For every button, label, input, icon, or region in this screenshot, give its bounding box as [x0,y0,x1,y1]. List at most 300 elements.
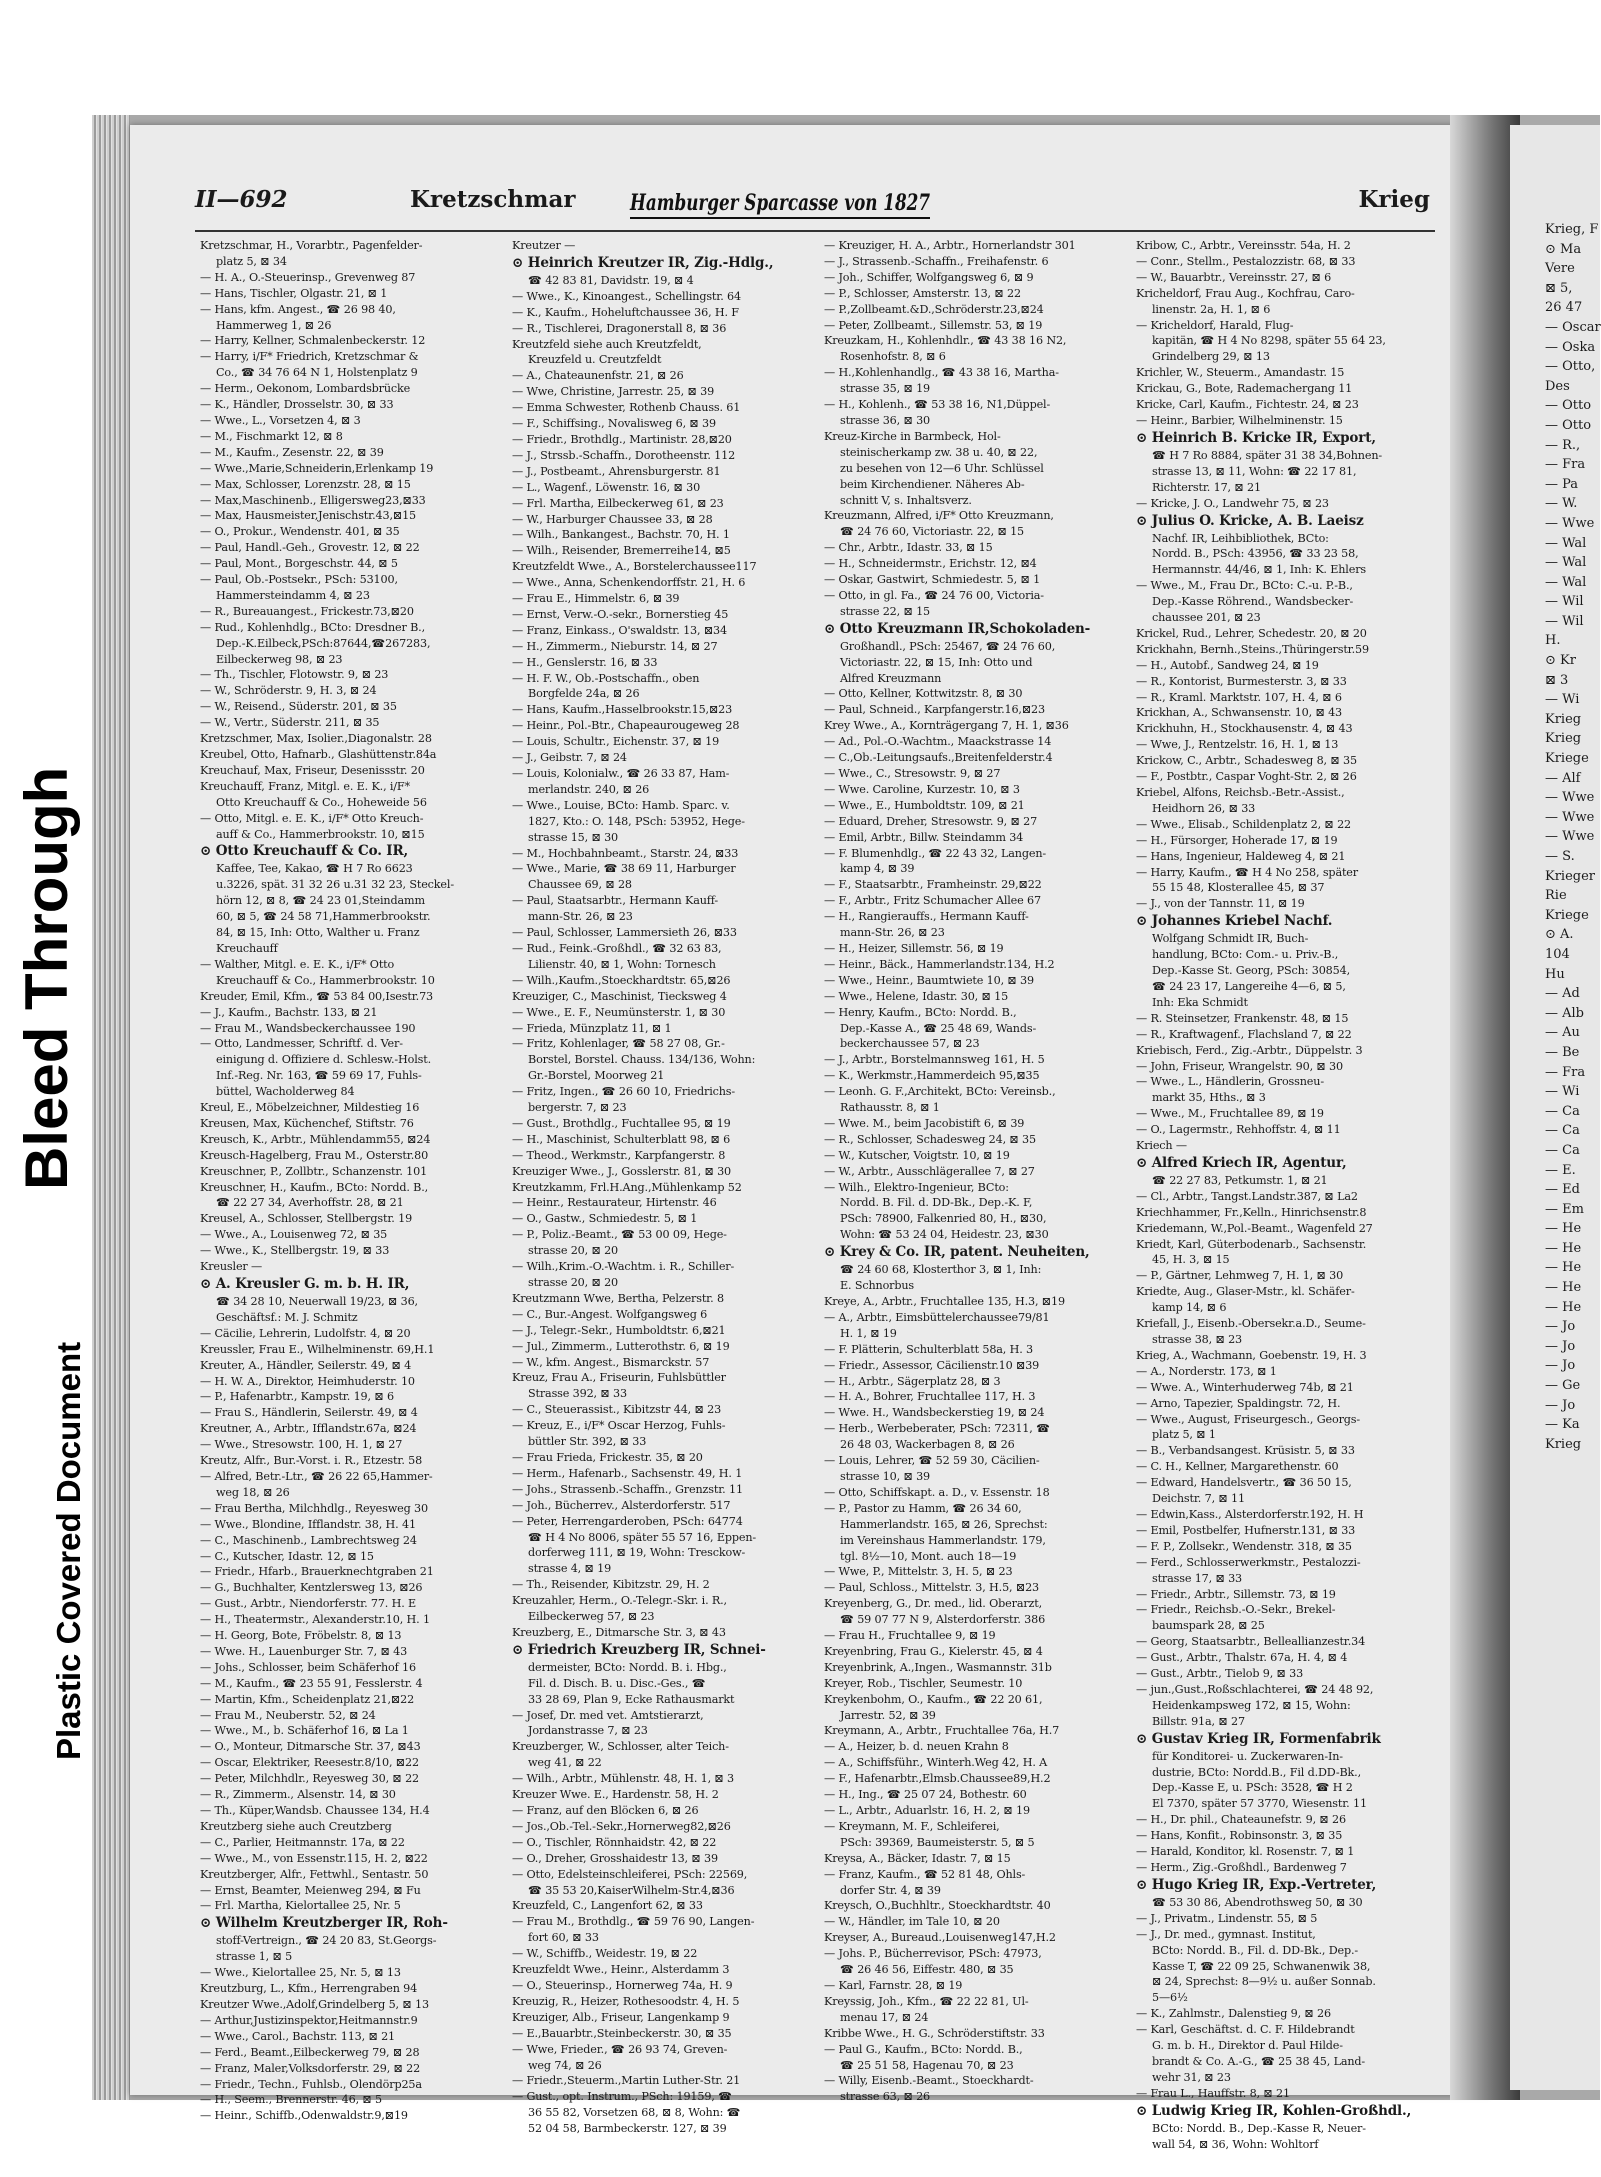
page-stack-edge [92,115,130,2100]
directory-entry-line: — M., Fischmarkt 12, ⊠ 8 [200,429,343,443]
directory-entry-line: Kreusch, K., Arbtr., Mühlendamm55, ⊠24 [200,1132,431,1146]
directory-entry-line: Krieg, A., Wachmann, Goebenstr. 19, H. 3 [1136,1348,1367,1362]
directory-entry-line: — P., Poliz.-Beamt., ☎ 53 00 09, Hege- [512,1228,727,1242]
directory-entry-line: — L., Arbtr., Aduarlstr. 16, H. 2, ⊠ 19 [824,1804,1030,1817]
directory-entry-line: — J., Postbeamt., Ahrensburgerstr. 81 [512,464,721,478]
directory-entry-line: platz 5, ⊠ 1 [1152,1428,1216,1442]
directory-entry-line: Kreysch, O.,Buchhltr., Stoeckhardtstr. 40 [824,1899,1051,1913]
directory-entry-line: — Friedr., Arbtr., Sillemstr. 73, ⊠ 19 [1136,1587,1336,1601]
plastic-covered-label: Plastic Covered Document [50,1341,87,1760]
directory-entry-line: Kreuzfeld u. Creutzfeldt [528,353,662,367]
directory-entry-line: Kreuzahler, Herm., O.-Telegr.-Skr. i. R., [512,1594,727,1608]
next-page-line: — S. [1545,849,1575,864]
directory-entry-line: — H. A., Bohrer, Fruchtallee 117, H. 3 [824,1390,1036,1404]
directory-entry-line: — Max,Maschinenb., Elligersweg23,⊠33 [200,493,426,507]
directory-entry-line: strasse 17, ⊠ 33 [1152,1571,1243,1585]
directory-entry-line: — Gust., Brothdlg., Fuchtallee 95, ⊠ 19 [512,1116,731,1130]
directory-entry-line: brandt & Co. A.-G., ☎ 25 38 45, Land- [1152,2054,1366,2068]
directory-entry-line: — H., Fürsorger, Hoherade 17, ⊠ 19 [1136,833,1338,847]
directory-entry-line: 36 55 82, Vorsetzen 68, ⊠ 8, Wohn: ☎ [528,2106,741,2120]
directory-entry-line: — Herm., Zig.-Großhdl., Bardenweg 7 [1136,1861,1347,1874]
directory-entry-line: wall 54, ⊠ 36, Wohn: Wohltorf [1152,2137,1319,2151]
directory-entry-line: — Fritz, Ingen., ☎ 26 60 10, Friedrichs- [512,1085,736,1099]
directory-entry-line: — R. Steinsetzer, Frankenstr. 48, ⊠ 15 [1136,1011,1349,1025]
next-page-line: — W. [1545,496,1578,512]
directory-entry-line: — Heinr., Restaurateur, Hirtenstr. 46 [512,1196,717,1210]
next-page-line: — He [1545,1280,1582,1296]
directory-entry-line: strasse 4, ⊠ 19 [528,1562,612,1576]
directory-entry-line: Kreutzburg, L., Kfm., Herrengraben 94 [200,1982,418,1996]
directory-entry-line: — Paul G., Kaufm., BCto: Nordd. B., [824,2042,1023,2056]
directory-entry-line: — Emil, Postbelfer, Hufnerstr.131, ⊠ 33 [1136,1523,1356,1537]
directory-entry-line: Kreymann, A., Arbtr., Fruchtallee 76a, H.7 [824,1724,1060,1738]
directory-entry-line: — Harald, Konditor, kl. Rosenstr. 7, ⊠ 1 [1136,1845,1355,1859]
directory-entry-line: ⊙ Krey & Co. IR, patent. Neuheiten, [824,1244,1090,1261]
next-page-line: — Wil [1545,613,1584,629]
directory-entry-line: dorfer Str. 4, ⊠ 39 [840,1883,941,1897]
directory-entry-line: ☎ 25 51 58, Hagenau 70, ⊠ 23 [840,2058,1014,2072]
directory-entry-line: Kreutzberger, Alfr., Fettwhl., Sentastr. 50 [200,1867,429,1881]
directory-entry-line: — Wwe., L., Händlerin, Grossneu- [1136,1075,1324,1089]
directory-entry-line: Kreyser, A., Bureaud.,Louisenweg147,H.2 [824,1931,1056,1945]
directory-entry-line: — Franz, auf den Blöcken 6, ⊠ 26 [512,1804,699,1817]
directory-entry-line: Strasse 392, ⊠ 33 [528,1387,627,1401]
directory-entry-line: Krichler, W., Steuerm., Amandastr. 15 [1136,366,1345,380]
directory-entry-line: Kreuz, Frau A., Friseurin, Fuhlsbüttler [512,1371,726,1385]
directory-entry-line: — Wwe., K., Kinoangest., Schellingstr. 64 [512,289,741,303]
directory-entry-line: — R., Kraftwagenf., Flachsland 7, ⊠ 22 [1136,1027,1352,1041]
directory-entry-line: — Kreuziger, H. A., Arbtr., Hornerlandstr 301 [824,239,1076,252]
directory-entry-line: ☎ 24 23 17, Langereihe 4—6, ⊠ 5, [1152,979,1346,993]
next-page-line: — Ca [1545,1123,1580,1139]
directory-entry-line: Kreutzmann Wwe, Bertha, Pelzerstr. 8 [512,1291,724,1305]
next-page-line: — E. [1545,1162,1576,1178]
next-page-line: — Wwe [1545,809,1595,825]
directory-entry-line: — F. Blumenhdlg., ☎ 22 43 32, Langen- [824,846,1047,860]
directory-entry-line: — O., Steuerinsp., Hornerweg 74a, H. 9 [512,1978,733,1992]
directory-entry-line: — Wilh.,Kaufm.,Stoeckhardtstr. 65,⊠26 [512,973,731,987]
directory-entry-line: — Johs. P., Bücherrevisor, PSch: 47973, [824,1947,1042,1961]
directory-entry-line: Kreussler, Frau E., Wilhelminenstr. 69,H.1 [200,1342,435,1356]
directory-entry-line: — F., Arbtr., Fritz Schumacher Allee 67 [824,894,1041,908]
next-page-line: — Ka [1545,1417,1580,1433]
next-page-line: ⊙ Kr [1545,653,1576,669]
directory-entry-line: — O., Dreher, Grosshaidestr 13, ⊠ 39 [512,1851,718,1865]
next-page-line: Krieg [1545,731,1582,747]
next-page-line: — Jo [1545,1358,1576,1374]
directory-entry-line: handlung, BCto: Com.- u. Priv.-B., [1152,948,1339,962]
directory-entry-line: auff & Co., Hammerbrookstr. 10, ⊠15 [216,827,425,841]
directory-entry-line: — Oskar, Gastwirt, Schmiedestr. 5, ⊠ 1 [824,573,1041,587]
directory-entry-line: — Max, Hausmeister,Jenischstr.43,⊠15 [200,509,417,523]
directory-entry-line: — Frieda, Münzplatz 11, ⊠ 1 [512,1021,672,1035]
directory-entry-line: — O., Prokur., Wendenstr. 401, ⊠ 35 [200,525,400,539]
directory-entry-line: Inh: Eka Schmidt [1152,995,1248,1009]
next-page-line: — Wi [1545,692,1580,708]
directory-entry-line: — Franz, Maler,Volksdorferstr. 29, ⊠ 22 [200,2061,421,2075]
directory-entry-line: markt 35, Hths., ⊠ 3 [1152,1091,1266,1105]
directory-entry-line: — J., Telegr.-Sekr., Humboldtstr. 6,⊠21 [512,1323,726,1337]
directory-entry-line: Richterstr. 17, ⊠ 21 [1152,480,1261,494]
directory-entry-line: — Frl. Martha, Kielortallee 25, Nr. 5 [200,1899,401,1913]
directory-entry-line: — Franz, Einkass., O'swaldstr. 13, ⊠34 [512,623,727,637]
directory-entry-line: — Peter, Zollbeamt., Sillemstr. 53, ⊠ 19 [824,318,1043,332]
directory-entry-line: — Theod., Werkmstr., Karpfangerstr. 8 [512,1148,726,1162]
directory-entry-line: weg 41, ⊠ 22 [528,1756,602,1770]
directory-entry-line: — Fritz, Kohlenlager, ☎ 58 27 08, Gr.- [512,1037,725,1051]
next-page-line: — Jo [1545,1338,1576,1354]
directory-entry-line: Kreyer, Rob., Tischler, Seumestr. 10 [824,1676,1023,1690]
directory-entry-line: — Wwe., Stresowstr. 100, H. 1, ⊠ 27 [200,1438,403,1452]
directory-entry-line: Kreuchauff, Franz, Mitgl. e. E. K., i/F* [200,779,410,793]
directory-entry-line: — Kricke, J. O., Landwehr 75, ⊠ 23 [1136,496,1329,510]
directory-entry-line: Inf.-Reg. Nr. 163, ☎ 59 69 17, Fuhls- [216,1069,422,1083]
directory-entry-line: — Wwe., M., Frau Dr., BCto: C.-u. P.-B., [1136,579,1353,593]
directory-entry-line: Krickhahn, Bernh.,Steins.,Thüringerstr.59 [1136,642,1369,656]
directory-entry-line: — R., Schlosser, Schadesweg 24, ⊠ 35 [824,1132,1036,1146]
directory-entry-line: — C.,Ob.-Leitungsaufs.,Breitenfelderstr.4 [824,751,1053,765]
directory-entry-line: Kreuz-Kirche in Barmbeck, Hol- [824,429,1001,443]
directory-entry-line: — M., Hochbahnbeamt., Starstr. 24, ⊠33 [512,846,739,860]
next-page-line: — Wwe [1545,829,1595,845]
directory-entry-line: — Wwe, J., Rentzelstr. 16, H. 1, ⊠ 13 [1136,738,1339,752]
directory-entry-line: — Leonh. G. F.,Architekt, BCto: Vereinsb., [824,1085,1056,1099]
directory-entry-line: — Wwe., M., von Essenstr.115, H. 2, ⊠22 [200,1851,428,1865]
header-rule [195,230,1435,232]
directory-entry-line: — Hans, Kaufm.,Hasselbrookstr.15,⊠23 [512,703,733,717]
directory-entry-line: — Friedr., Techn., Fuhlsb., Olendörp25a [200,2077,422,2091]
scanner-side-label [0,0,95,2177]
next-page-line: — Ca [1545,1142,1580,1158]
directory-entry-line: — Frau M., Neuberstr. 52, ⊠ 24 [200,1708,376,1722]
directory-entry-line: — Frau M., Brothdlg., ☎ 59 76 90, Langen- [512,1915,755,1929]
directory-entry-line: — A., Arbtr., Eimsbüttelerchaussee79/81 [824,1310,1050,1324]
directory-entry-line: — Paul, Handl.-Geh., Grovestr. 12, ⊠ 22 [200,541,420,555]
directory-entry-line: — Joh., Schiffer, Wolfgangsweg 6, ⊠ 9 [824,270,1034,284]
directory-entry-line: — Emma Schwester, Rothenb Chauss. 61 [512,401,741,415]
next-page-line: — Wil [1545,594,1584,610]
directory-entry-line: — C., Steuerassist., Kibitzstr 44, ⊠ 23 [512,1403,722,1417]
directory-entry-line: — Frau M., Wandsbeckerchaussee 190 [200,1021,416,1035]
directory-entry-line: weg 74, ⊠ 26 [528,2058,602,2072]
directory-entry-line: Otto Kreuchauff & Co., Hoheweide 56 [216,795,427,809]
directory-entry-line: — Heinr., Schiffb.,Odenwaldstr.9,⊠19 [200,2109,408,2123]
directory-entry-line: Kreuder, Emil, Kfm., ☎ 53 84 00,Isestr.73 [200,989,434,1003]
directory-entry-line: mann-Str. 26, ⊠ 23 [840,926,945,940]
directory-entry-line: — Louis, Lehrer, ☎ 52 59 30, Cäcilien- [824,1454,1040,1468]
directory-entry-line: ⊙ Heinrich Kreutzer IR, Zig.-Hdlg., [512,254,774,271]
directory-entry-line: Dep.-Kasse A., ☎ 25 48 69, Wands- [840,1021,1037,1035]
next-page-line: Krieg [1545,1436,1582,1452]
directory-entry-line: Kriedte, Aug., Glaser-Mstr., kl. Schäfer- [1136,1285,1355,1299]
directory-entry-line: Lilienstr. 40, ⊠ 1, Wohn: Tornesch [528,957,716,971]
directory-entry-line: Dep.-K.Eilbeck,PSch:87644,☎267283, [216,636,431,650]
directory-entry-line: — W., Bauarbtr., Vereinsstr. 27, ⊠ 6 [1136,270,1332,284]
directory-entry-line: beckerchaussee 57, ⊠ 23 [840,1037,980,1051]
sparcasse-logo [625,178,935,224]
directory-entry-line: Kreubel, Otto, Hafnarb., Glashüttenstr.84a [200,748,437,761]
directory-entry-line: Dep.-Kasse E, u. PSch: 3528, ☎ H 2 [1152,1781,1353,1795]
directory-entry-line: — C., Bur.-Angest. Wolfgangsweg 6 [512,1307,708,1321]
directory-entry-line: — Cäcilie, Lehrerin, Ludolfstr. 4, ⊠ 20 [200,1326,411,1340]
directory-entry-line: Dep.-Kasse Röhrend., Wandsbecker- [1152,595,1354,609]
directory-entry-line: linenstr. 2a, H. 1, ⊠ 6 [1152,302,1271,316]
directory-entry-line: — J., Arbtr., Borstelmannsweg 161, H. 5 [824,1053,1045,1067]
directory-entry-line: — Paul, Staatsarbtr., Hermann Kauff- [512,894,718,908]
directory-entry-line: — L., Wagenf., Löwenstr. 16, ⊠ 30 [512,480,701,494]
directory-entry-line: — J., von der Tannstr. 11, ⊠ 19 [1136,897,1305,911]
directory-entry-line: Kriebel, Alfons, Reichsb.-Betr.-Assist., [1136,786,1345,799]
page-header [195,178,1435,228]
directory-entry-line: — H., Ing., ☎ 25 07 24, Bothestr. 60 [824,1788,1027,1802]
directory-entry-line: ☎ H 4 No 8006, später 55 57 16, Eppen- [528,1530,757,1544]
directory-entry-line: — John, Friseur, Wrangelstr. 90, ⊠ 30 [1136,1059,1343,1073]
directory-entry-line: — Heinr., Pol.-Btr., Chapeaurougeweg 28 [512,719,740,733]
next-page-line: — Jo [1545,1397,1576,1413]
directory-entry-line: Nordd. B., PSch: 43956, ☎ 33 23 58, [1152,547,1359,561]
directory-entry-line: — Gust., opt. Instrum., PSch: 19159, ☎ [512,2090,732,2104]
next-page-line: — Ed [1545,1182,1580,1198]
directory-entry-line: menau 17, ⊠ 24 [840,2010,929,2024]
directory-entry-line: PSch: 78900, Falkenried 80, H., ⊠30, [840,1212,1047,1226]
directory-entry-line: Kreuchauf, Max, Friseur, Desenissstr. 20 [200,763,425,777]
directory-entry-line: — Chr., Arbtr., Idastr. 33, ⊠ 15 [824,541,993,555]
directory-entry-line: Kreuzfeldt Wwe., Heinr., Alsterdamm 3 [512,1963,730,1977]
directory-entry-line: E. Schnorbus [840,1279,915,1293]
directory-entry-line: 33 28 69, Plan 9, Ecke Rathausmarkt [528,1692,735,1706]
directory-entry-line: — W., Arbtr., Ausschlägerallee 7, ⊠ 27 [824,1164,1035,1178]
next-page-line: — Ge [1545,1378,1581,1394]
directory-entry-line: — Frau S., Händlerin, Seilerstr. 49, ⊠ 4 [200,1406,418,1420]
directory-entry-line: — Th., Tischler, Flotowstr. 9, ⊠ 23 [200,668,389,682]
directory-entry-line: ⊙ Heinrich B. Kricke IR, Export, [1136,429,1376,446]
directory-entry-line: — R., Tischlerei, Dragonerstall 8, ⊠ 36 [512,321,727,335]
directory-entry-line: — Heinr., Barbier, Wilhelminenstr. 15 [1136,413,1343,427]
directory-entry-line: Krey Wwe., A., Kornträgergang 7, H. 1, ⊠36 [824,719,1069,733]
directory-entry-line: — Josef, Dr. med vet. Amtstierarzt, [512,1708,704,1722]
directory-entry-line: — K., Händler, Drosselstr. 30, ⊠ 33 [200,398,394,412]
directory-entry-line: — H., Kohlenh., ☎ 53 38 16, N1,Düppel- [824,398,1051,412]
directory-entry-line: — Cl., Arbtr., Tangst.Landstr.387, ⊠ La2 [1136,1189,1358,1203]
directory-entry-line: — A., Schiffsführ., Winterh.Weg 42, H. A [824,1756,1048,1770]
directory-entry-line: Kreye, A., Arbtr., Fruchtallee 135, H.3, ⊠19 [824,1295,1065,1308]
directory-entry-line: — H., Theatermstr., Alexanderstr.10, H. 1 [200,1613,430,1627]
directory-entry-line: Kreuzfeld, C., Langenfort 62, ⊠ 33 [512,1899,703,1913]
directory-entry-line: — O., Monteur, Ditmarsche Str. 37, ⊠43 [200,1740,421,1754]
directory-entry-line: strasse 10, ⊠ 39 [840,1469,931,1483]
directory-entry-line: — J., Strassenb.-Schaffn., Freihafenstr. 6 [824,254,1049,268]
directory-entry-line: — B., Verbandsangest. Krüsistr. 5, ⊠ 33 [1136,1444,1355,1458]
next-page-line: — Oscar [1545,319,1601,335]
directory-entry-line: — Friedr., Hfarb., Brauerknechtgraben 21 [200,1565,434,1579]
directory-entry-line: — F., Hafenarbtr.,Elmsb.Chaussee89,H.2 [824,1772,1051,1786]
directory-entry-line: — H. W. A., Direktor, Heimhuderstr. 10 [200,1374,415,1388]
directory-entry-line: — C. H., Kellner, Margarethenstr. 60 [1136,1460,1339,1474]
directory-entry-line: — W., Reisend., Süderstr. 201, ⊠ 35 [200,700,397,714]
next-page-line: — Ad [1545,986,1580,1002]
directory-entry-line: ☎ 26 46 56, Eiffestr. 480, ⊠ 35 [840,1963,1014,1977]
directory-entry-line: — Hans, Tischler, Olgastr. 21, ⊠ 1 [200,286,388,300]
directory-entry-line: — Frau E., Himmelstr. 6, ⊠ 39 [512,592,680,606]
directory-entry-line: Kreul, E., Möbelzeichner, Mildestieg 16 [200,1101,420,1115]
directory-entry-line: weg 18, ⊠ 26 [216,1485,290,1499]
directory-entry-line: — J., Strssb.-Schaffn., Dorotheenstr. 112 [512,448,736,462]
directory-entry-line: Kreutzberg siehe auch Creutzberg [200,1819,392,1833]
directory-entry-line: — J., Kaufm., Bachstr. 133, ⊠ 21 [200,1005,378,1019]
directory-entry-line: — Otto, in gl. Fa., ☎ 24 76 00, Victoria- [824,588,1044,602]
directory-entry-line: — Max, Schlosser, Lorenzstr. 28, ⊠ 15 [200,477,411,491]
directory-entry-line: Kreusel, A., Schlosser, Stellbergstr. 19 [200,1212,413,1226]
directory-entry-line: — Wwe., Louise, BCto: Hamb. Sparc. v. [512,798,730,812]
directory-columns [200,238,1440,2151]
directory-entry-line: ⊙ Hugo Krieg IR, Exp.-Vertreter, [1136,1876,1377,1893]
directory-entry-line: — Louis, Schultr., Eichenstr. 37, ⊠ 19 [512,735,720,749]
next-page-line: — Otto, [1545,359,1596,375]
next-page-line: Hu [1545,966,1565,982]
directory-entry-line: Kretzschmar, H., Vorarbtr., Pagenfelder- [200,239,423,252]
directory-entry-line: 84, ⊠ 15, Inh: Otto, Walther u. Franz [216,926,420,940]
directory-entry-line: Kriedemann, W.,Pol.-Beamt., Wagenfeld 27 [1136,1221,1373,1235]
directory-entry-line: — Wwe. H., Lauenburger Str. 7, ⊠ 43 [200,1644,408,1658]
directory-entry-line: — Arthur,Justizinspektor,Heitmannstr.9 [200,2013,418,2027]
directory-entry-line: — C., Maschinenb., Lambrechtsweg 24 [200,1533,417,1547]
directory-entry-line: 60, ⊠ 5, ☎ 24 58 71,Hammerbrookstr. [216,910,431,924]
directory-entry-line: — Otto, Schiffskapt. a. D., v. Essenstr. 18 [824,1485,1050,1499]
directory-entry-line: — Joh., Bücherrev., Alsterdorferstr. 517 [512,1498,731,1512]
directory-entry-line: — Wilh., Bankangest., Bachstr. 70, H. 1 [512,528,730,542]
directory-entry-line: — Harry, Kellner, Schmalenbeckerstr. 12 [200,334,426,348]
directory-entry-line: — W., Schröderstr. 9, H. 3, ⊠ 24 [200,684,377,698]
directory-entry-line: — O., Gastw., Schmiedestr. 5, ⊠ 1 [512,1212,698,1226]
directory-entry-line: Rosenhofstr. 8, ⊠ 6 [840,350,946,364]
directory-entry-line: — O., Tischler, Rönnhaidstr. 42, ⊠ 22 [512,1835,717,1849]
directory-entry-line: — Rud., Feink.-Großhdl., ☎ 32 63 83, [512,941,722,955]
directory-entry-line: — C., Kutscher, Idastr. 12, ⊠ 15 [200,1549,374,1563]
directory-entry-line: ⊙ Ludwig Krieg IR, Kohlen-Großhdl., [1136,2102,1412,2119]
directory-entry-line: ⊙ Johannes Kriebel Nachf. [1136,913,1333,930]
directory-entry-line: — H., Rangierauffs., Hermann Kauff- [824,910,1029,924]
directory-entry-line: BCto: Nordd. B., Fil. d. DD-Bk., Dep.- [1152,1943,1359,1957]
next-page-line: — He [1545,1240,1582,1256]
next-page-line: — Fra [1545,457,1586,473]
directory-entry-line: Grindelberg 29, ⊠ 13 [1152,350,1270,364]
directory-entry-line: ☎ 53 30 86, Abendrothsweg 50, ⊠ 30 [1152,1895,1363,1909]
directory-entry-line: tgl. 8½—10, Mont. auch 18—19 [840,1549,1017,1563]
directory-entry-line: strasse 36, ⊠ 30 [840,413,931,427]
directory-entry-line: Kreuzer Wwe. E., Hardenstr. 58, H. 2 [512,1788,719,1802]
column-1 [200,238,498,2123]
directory-entry-line: Alfred Kreuzmann [840,671,942,685]
directory-entry-line: Wolfgang Schmidt IR, Buch- [1152,932,1309,946]
next-page-line: — Wal [1545,574,1587,590]
directory-entry-line: — F., Staatsarbtr., Framheinstr. 29,⊠22 [824,878,1042,892]
directory-entry-line: G. m. b. H., Direktor d. Paul Hilde- [1152,2039,1343,2053]
directory-entry-line: — Otto, Edelsteinschleiferei, PSch: 22569, [512,1867,748,1881]
next-page-line: Kriege [1545,907,1589,923]
next-page-line: Rie [1545,888,1567,904]
directory-entry-line: 1827, Kto.: O. 148, PSch: 53952, Hege- [528,814,745,828]
directory-entry-line: merlandstr. 240, ⊠ 26 [528,782,650,796]
directory-entry-line: — Wwe, Frieder., ☎ 26 93 74, Greven- [512,2042,728,2056]
directory-entry-line: — Jul., Zimmerm., Lutterothstr. 6, ⊠ 19 [512,1339,730,1353]
directory-entry-line: fort 60, ⊠ 33 [528,1931,599,1945]
directory-entry-line: — W., Kutscher, Voigtstr. 10, ⊠ 19 [824,1148,1010,1162]
directory-entry-line: — Friedr.,Steuerm.,Martin Luther-Str. 21 [512,2074,741,2088]
directory-entry-line: — W., Harburger Chaussee 33, ⊠ 28 [512,512,713,526]
column-3 [824,238,1122,2104]
directory-entry-line: ⊙ Gustav Krieg IR, Formenfabrik [1136,1730,1381,1747]
directory-entry-line: u.3226, spät. 31 32 26 u.31 32 23, Steckel- [216,878,454,892]
next-page-line: — Wwe [1545,515,1595,531]
directory-entry-line: 55 15 48, Klosterallee 45, ⊠ 37 [1152,881,1325,895]
directory-entry-line: Kreuchauff & Co., Hammerbrookstr. 10 [216,973,435,987]
directory-entry-line: — H., Zimmerm., Nieburstr. 14, ⊠ 27 [512,639,718,653]
directory-entry-line: — R., Kontorist, Burmesterstr. 3, ⊠ 33 [1136,674,1347,688]
next-page-text [1510,125,1600,1454]
directory-entry-line: — Wilh.,Krim.-O.-Wachtm. i. R., Schiller- [512,1260,735,1274]
directory-entry-line: steinischerkamp zw. 38 u. 40, ⊠ 22, [840,445,1038,459]
directory-entry-line: — H., Heizer, Sillemstr. 56, ⊠ 19 [824,941,1004,955]
directory-entry-line: Kreyenberg, G., Dr. med., lid. Oberarzt, [824,1597,1043,1611]
directory-entry-line: — Paul, Mont., Borgeschstr. 44, ⊠ 5 [200,557,398,571]
directory-entry-line: Eilbeckerweg 98, ⊠ 23 [216,652,343,666]
directory-entry-line: — Ernst, Beamter, Meienweg 294, ⊠ Fu [200,1883,421,1897]
directory-entry-line: H. 1, ⊠ 19 [840,1326,897,1340]
directory-entry-line: — Frau Frieda, Frickestr. 35, ⊠ 20 [512,1450,703,1464]
next-page-line: — Pa [1545,476,1579,492]
directory-entry-line: — W., Schiffb., Weidestr. 19, ⊠ 22 [512,1947,698,1961]
directory-entry-line: Kreyenbrink, A.,Ingen., Wasmannstr. 31b [824,1660,1052,1674]
next-page-line: 104 [1545,946,1570,962]
directory-entry-line: — F. P., Zollsekr., Wendenstr. 318, ⊠ 35 [1136,1539,1352,1553]
directory-entry-line: Heidenkampsweg 172, ⊠ 15, Wohn: [1152,1698,1351,1712]
next-page-line: — Wal [1545,555,1587,571]
directory-entry-line: — Wilh., Arbtr., Mühlenstr. 48, H. 1, ⊠ 3 [512,1772,735,1786]
next-page-line: — He [1545,1299,1582,1315]
directory-entry-line: — Wwe., Heinr., Baumtwiete 10, ⊠ 39 [824,973,1034,987]
directory-entry-line: Kricke, Carl, Kaufm., Fichtestr. 24, ⊠ 23 [1136,398,1359,412]
directory-entry-line: strasse 22, ⊠ 15 [840,604,931,618]
directory-entry-line: — Henry, Kaufm., BCto: Nordd. B., [824,1005,1017,1019]
directory-entry-line: — W., Vertr., Süderstr. 211, ⊠ 35 [200,716,380,730]
directory-entry-line: — W., kfm. Angest., Bismarckstr. 57 [512,1355,710,1369]
directory-entry-line: — jun.,Gust.,Roßschlachterei, ☎ 24 48 92, [1136,1682,1374,1696]
directory-entry-line: — Ernst, Verw.-O.-sekr., Bornerstieg 45 [512,607,729,621]
directory-entry-line: ☎ 22 27 83, Petkumstr. 1, ⊠ 21 [1152,1173,1328,1187]
directory-entry-line: — Wwe., M., Fruchtallee 89, ⊠ 19 [1136,1107,1324,1121]
directory-entry-line: — Franz, Kaufm., ☎ 52 81 48, Ohls- [824,1867,1026,1881]
directory-entry-line: — Karl, Geschäftst. d. C. F. Hildebrandt [1136,2023,1355,2037]
directory-entry-line: Geschäftsf.: M. J. Schmitz [216,1310,358,1324]
directory-entry-line: — Wilh., Elektro-Ingenieur, BCto: [824,1180,1009,1194]
directory-entry-line: — Eduard, Dreher, Stresowstr. 9, ⊠ 27 [824,814,1038,828]
directory-entry-line: kapitän, ☎ H 4 No 8298, später 55 64 23, [1152,334,1386,348]
directory-entry-line: — P.,Zollbeamt.&D.,Schröderstr.23,⊠24 [824,302,1044,316]
directory-entry-line: büttel, Wacholderweg 84 [216,1085,355,1099]
directory-entry-line: Rathausstr. 8, ⊠ 1 [840,1101,940,1115]
directory-entry-line: baumspark 28, ⊠ 25 [1152,1619,1265,1633]
bleed-through-label: Bleed Through [13,766,80,1190]
directory-entry-line: — M., Kaufm., ☎ 23 55 91, Fesslerstr. 4 [200,1676,423,1690]
directory-entry-line: — Paul, Schneid., Karpfangerstr.16,⊠23 [824,703,1045,717]
directory-entry-line: strasse 13, ⊠ 11, Wohn: ☎ 22 17 81, [1152,464,1357,478]
next-page-line: 26 47 [1545,300,1583,316]
directory-entry-line: einigung d. Offiziere d. Schlesw.-Holst. [216,1053,431,1067]
directory-entry-line: — Wwe. A., Winterhuderweg 74b, ⊠ 21 [1136,1380,1354,1394]
directory-entry-line: beim Kirchendiener. Näheres Ab- [840,477,1025,491]
directory-entry-line: Kreutz, Alfr., Bur.-Vorst. i. R., Etzestr. 58 [200,1454,423,1468]
directory-entry-line: platz 5, ⊠ 34 [216,254,287,268]
